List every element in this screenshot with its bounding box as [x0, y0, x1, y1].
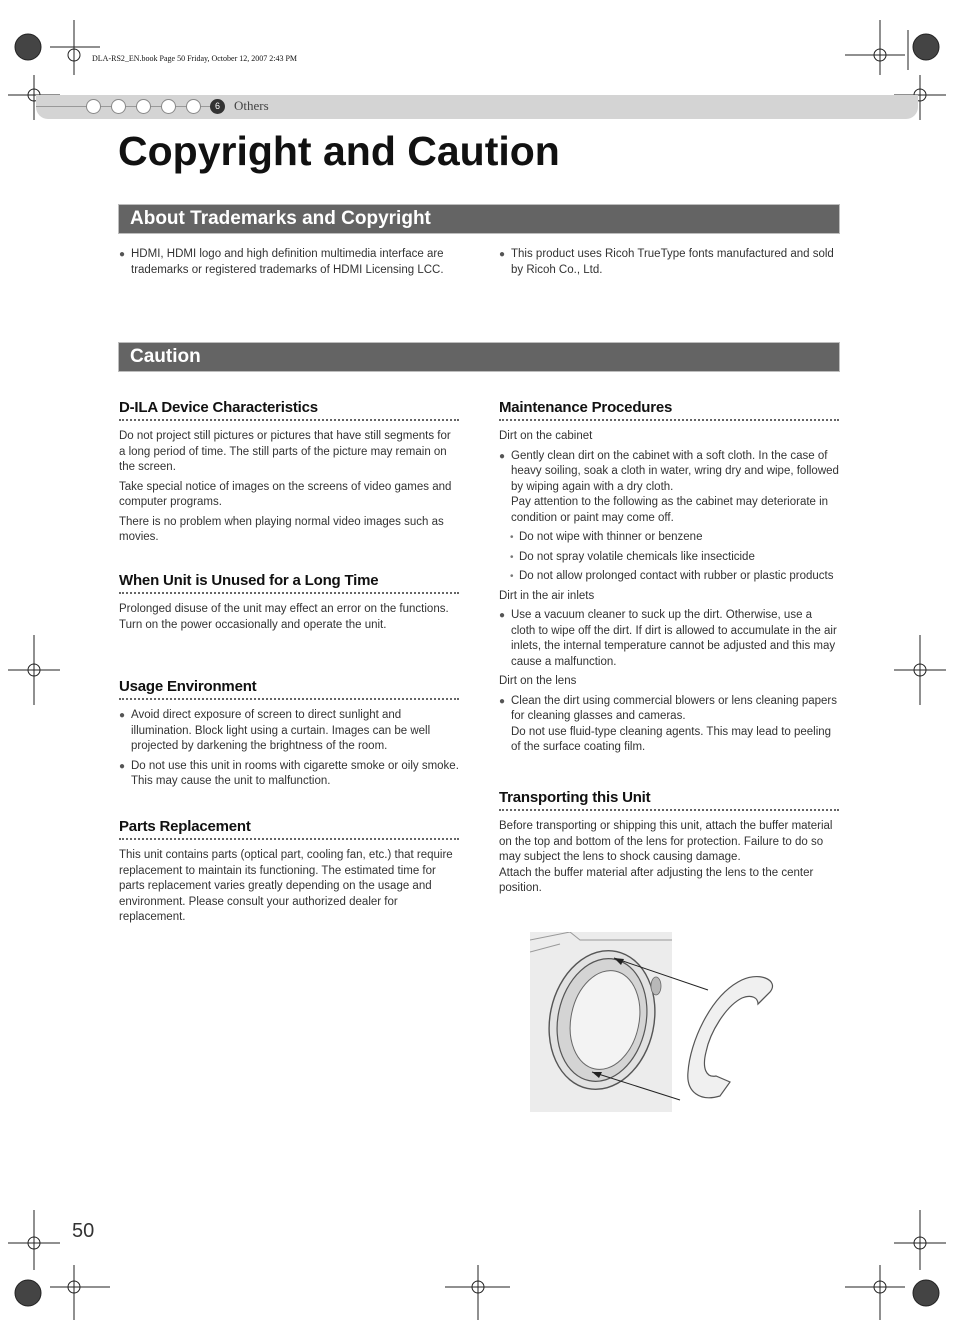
- unused-block: [119, 572, 459, 637]
- bullet: ● Clean the dirt using commercial blowers or lens cleaning papers for cleaning glasses and cameras.: [499, 694, 839, 725]
- paragraph: There is no problem when playing normal video images such as movies.: [119, 515, 444, 543]
- chapter-dot: [161, 99, 176, 114]
- sub-bullet: • Do not allow prolonged contact with rubber or plastic products: [499, 569, 839, 585]
- dila-block: [119, 399, 459, 550]
- chapter-dot: [86, 99, 101, 114]
- note: Do not use fluid-type cleaning agents. This may lead to peeling of the surface coating film.: [511, 725, 832, 753]
- sub-bullet: • Do not wipe with thinner or benzene: [499, 530, 839, 546]
- paragraph: Do not project still pictures or pictures that have still segments for a long period of time. The still parts of the picture may remain on the screen.: [119, 430, 451, 473]
- chapter-dot: [186, 99, 201, 114]
- maintenance-block: [499, 399, 839, 760]
- trademarks-left: [119, 247, 459, 282]
- usage-block: [119, 678, 459, 794]
- note: Pay attention to the following as the cabinet may deteriorate in condition or paint may come off.: [511, 496, 829, 524]
- bullet: ● Use a vacuum cleaner to suck up the dirt. Otherwise, use a cloth to wipe off the dirt. If dirt is allowed to accumulate in the air inlets, the internal temperature cannot be adjusted and this may cause a malfunction.: [499, 608, 839, 670]
- section-bar-caution: [118, 342, 840, 372]
- paragraph: This unit contains parts (optical part, cooling fan, etc.) that require replacement to maintain its functioning. The estimated time for parts replacement varies greatly depending on the usage and environment. Please consult your authorized dealer for replacement.: [119, 849, 453, 923]
- paragraph: Attach the buffer material after adjusting the lens to the center position.: [499, 866, 814, 894]
- chapter-dot: [136, 99, 151, 114]
- parts-block: [119, 818, 459, 930]
- trademark-ricoh: ● This product uses Ricoh TrueType fonts manufactured and sold by Ricoh Co., Ltd.: [499, 247, 839, 278]
- chapter-number: 6: [210, 99, 225, 114]
- heading-maintenance: Maintenance Procedures: [499, 399, 839, 421]
- subhead-cabinet: Dirt on the cabinet: [499, 430, 593, 442]
- bullet: ● Do not use this unit in rooms with cigarette smoke or oily smoke. This may cause the unit to malfunction.: [119, 759, 459, 790]
- heading-usage: Usage Environment: [119, 678, 459, 700]
- transport-block: [499, 789, 839, 901]
- section-title: Caution: [130, 346, 201, 367]
- subhead-lens: Dirt on the lens: [499, 675, 577, 687]
- paragraph: Take special notice of images on the screens of video games and computer programs.: [119, 480, 452, 508]
- book-info: DLA-RS2_EN.book Page 50 Friday, October 12, 2007 2:43 PM: [92, 54, 298, 63]
- heading-transport: Transporting this Unit: [499, 789, 839, 811]
- page-title: Copyright and Caution: [118, 128, 560, 174]
- chapter-name: Others: [234, 98, 269, 113]
- page-number: 50: [72, 1220, 95, 1242]
- bullet: ● Avoid direct exposure of screen to direct sunlight and illumination. Block light using a curtain. Images can be well projected by darkening the brightness of the room.: [119, 708, 459, 755]
- chapter-dot: [111, 99, 126, 114]
- trademark-hdmi: ● HDMI, HDMI logo and high definition multimedia interface are trademarks or registered trademarks of HDMI Licensing LCC.: [119, 247, 459, 278]
- bullet: ● Gently clean dirt on the cabinet with a soft cloth. In the case of heavy soiling, soak a cloth in water, wring dry and wipe, followed by wiping again with a dry cloth.: [499, 449, 839, 496]
- sub-bullet: • Do not spray volatile chemicals like insecticide: [499, 550, 839, 566]
- trademarks-right: [499, 247, 839, 282]
- heading-dila: D-ILA Device Characteristics: [119, 399, 459, 421]
- heading-unused: When Unit is Unused for a Long Time: [119, 572, 459, 594]
- section-title: About Trademarks and Copyright: [130, 208, 431, 229]
- section-bar-trademarks: [118, 204, 840, 234]
- paragraph: Prolonged disuse of the unit may effect an error on the functions. Turn on the power occasionally and operate the unit.: [119, 603, 449, 631]
- paragraph: Before transporting or shipping this unit, attach the buffer material on the top and bottom of the lens for protection. Failure to do so may subject the lens to shock causing damage.: [499, 820, 833, 863]
- subhead-air: Dirt in the air inlets: [499, 589, 595, 602]
- heading-parts: Parts Replacement: [119, 818, 459, 840]
- lens-buffer-illustration: [530, 932, 780, 1112]
